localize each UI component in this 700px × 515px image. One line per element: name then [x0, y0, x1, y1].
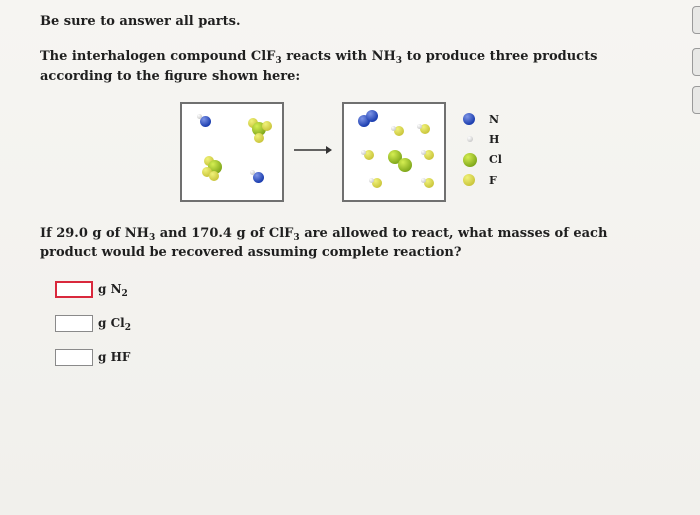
unit-sub: 2	[124, 323, 131, 333]
hydrogen-atom	[421, 178, 426, 183]
legend-item-chlorine	[463, 151, 523, 171]
legend-label: Cl	[489, 153, 502, 166]
hydrogen-atom	[421, 150, 426, 155]
fluorine-legend-icon	[463, 174, 475, 186]
hydrogen-atom	[250, 170, 255, 175]
nitrogen-atom	[366, 110, 378, 122]
products-box	[342, 102, 446, 202]
answer-unit-n2	[98, 282, 128, 299]
prompt-text-3: to produce three products according to the figure shown here:	[40, 49, 598, 84]
answer-unit-hf	[98, 350, 130, 364]
instruction-text: Be sure to answer all parts.	[40, 14, 241, 29]
unit-prefix: g HF	[98, 350, 131, 364]
question-sub-1: 3	[148, 233, 156, 243]
question-text-2: and 170.4 g of ClF	[155, 226, 294, 241]
problem-statement	[40, 47, 640, 87]
hf-mass-input[interactable]	[55, 349, 93, 366]
hydrogen-atom	[197, 114, 202, 119]
hydrogen-atom	[369, 178, 374, 183]
nitrogen-legend-icon	[463, 113, 475, 125]
prompt-sub-2: 3	[395, 56, 403, 66]
prompt-text-1: The interhalogen compound ClF	[40, 49, 276, 64]
prompt-text-2: reacts with NH	[281, 49, 396, 64]
legend-item-fluorine	[463, 172, 523, 192]
hydrogen-atom	[391, 126, 396, 131]
hydrogen-atom	[417, 124, 422, 129]
prompt-sub-1: 3	[275, 56, 282, 66]
legend-label: N	[489, 113, 500, 126]
chlorine-legend-icon	[463, 153, 477, 167]
question-text	[40, 224, 620, 262]
hydrogen-atom	[361, 150, 366, 155]
reaction-arrow-icon	[292, 143, 332, 157]
fluorine-atom	[262, 121, 272, 131]
question-text-3: are allowed to react, what masses of each product would be recovered assuming complete reaction?	[40, 226, 608, 260]
cl2-mass-input[interactable]	[55, 315, 93, 332]
side-tab[interactable]	[692, 48, 700, 76]
question-text-1: If 29.0 g of NH	[40, 226, 149, 241]
reactants-box	[180, 102, 284, 202]
legend-item-hydrogen	[463, 131, 523, 151]
legend-label: F	[489, 174, 497, 187]
hydrogen-legend-icon	[467, 136, 473, 142]
fluorine-atom	[254, 133, 264, 143]
n2-mass-input[interactable]	[55, 281, 93, 298]
question-sub-2: 3	[293, 233, 300, 243]
chlorine-atom	[398, 158, 412, 172]
side-tab[interactable]	[692, 86, 700, 114]
legend-item-nitrogen	[463, 111, 523, 131]
unit-sub: 2	[121, 289, 128, 299]
side-tab[interactable]	[692, 6, 700, 34]
legend-label: H	[489, 133, 500, 146]
unit-prefix: g Cl	[98, 316, 125, 330]
fluorine-atom	[209, 171, 219, 181]
unit-prefix: g N	[98, 282, 122, 296]
answer-unit-cl2	[98, 316, 131, 333]
